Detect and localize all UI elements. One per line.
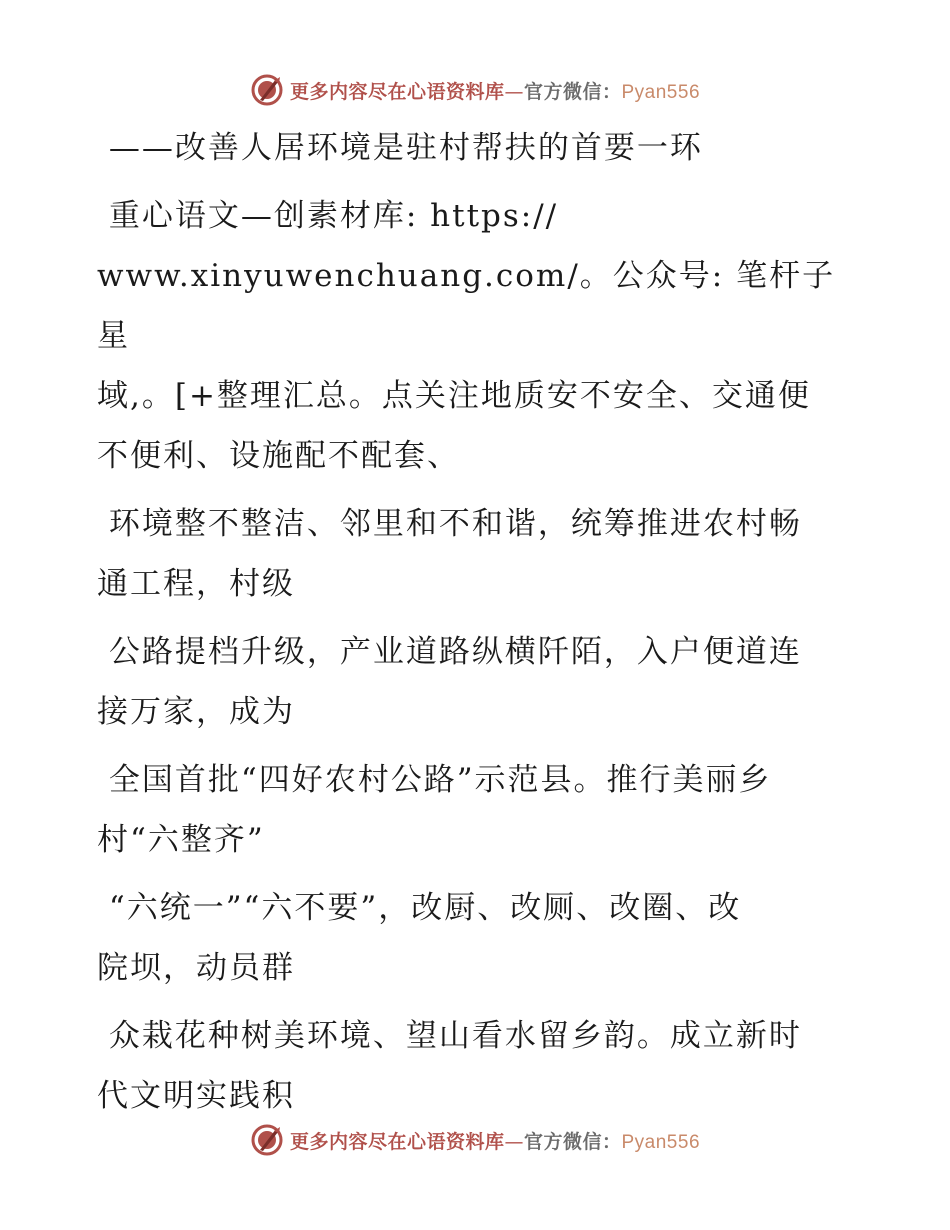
document-title-line: ——改善人居环境是驻村帮扶的首要一环 [97,130,703,166]
header-banner [0,70,950,110]
quill-pen-logo-icon [250,1123,284,1157]
quill-pen-logo-icon [250,73,284,107]
footer-banner-text [290,1127,700,1154]
document-paragraph-1: 重心语文—创素材库: https:// www.xinyuwenchuang.com/。公众号: 笔杆子星 域,。[+整理汇总。点关注地质安不安全、交通便 不便利、设施配不配套、 [97,198,836,474]
footer-banner-inner [250,1123,700,1157]
document-paragraph-2: 环境整不整洁、邻里和不和谐，统筹推进农村畅 通工程，村级 [97,506,802,602]
header-banner-wechat-id: Pyan556 [621,81,701,103]
header-banner-inner [250,73,700,107]
document-body [97,118,837,1134]
footer-banner [0,1120,950,1160]
header-banner-main-text: 更多内容尽在心语资料库 [289,80,505,103]
header-banner-dash: — [504,80,524,103]
footer-banner-dash: — [504,1130,524,1153]
document-paragraph-5: “六统一”“六不要”，改厨、改厕、改圈、改 院坝，动员群 [97,890,742,986]
footer-banner-main-text: 更多内容尽在心语资料库 [289,1130,505,1153]
header-banner-text [290,77,700,104]
document-paragraph-3: 公路提档升级，产业道路纵横阡陌，入户便道连 接万家，成为 [97,634,802,730]
footer-banner-wechat-id: Pyan556 [621,1131,701,1153]
header-banner-sub-text: 官方微信： [523,80,622,103]
document-paragraph-4: 全国首批“四好农村公路”示范县。推行美丽乡 村“六整齐” [97,762,772,858]
footer-banner-sub-text: 官方微信： [523,1130,622,1153]
document-paragraph-6: 众栽花种树美环境、望山看水留乡韵。成立新时 代文明实践积 [97,1018,802,1114]
